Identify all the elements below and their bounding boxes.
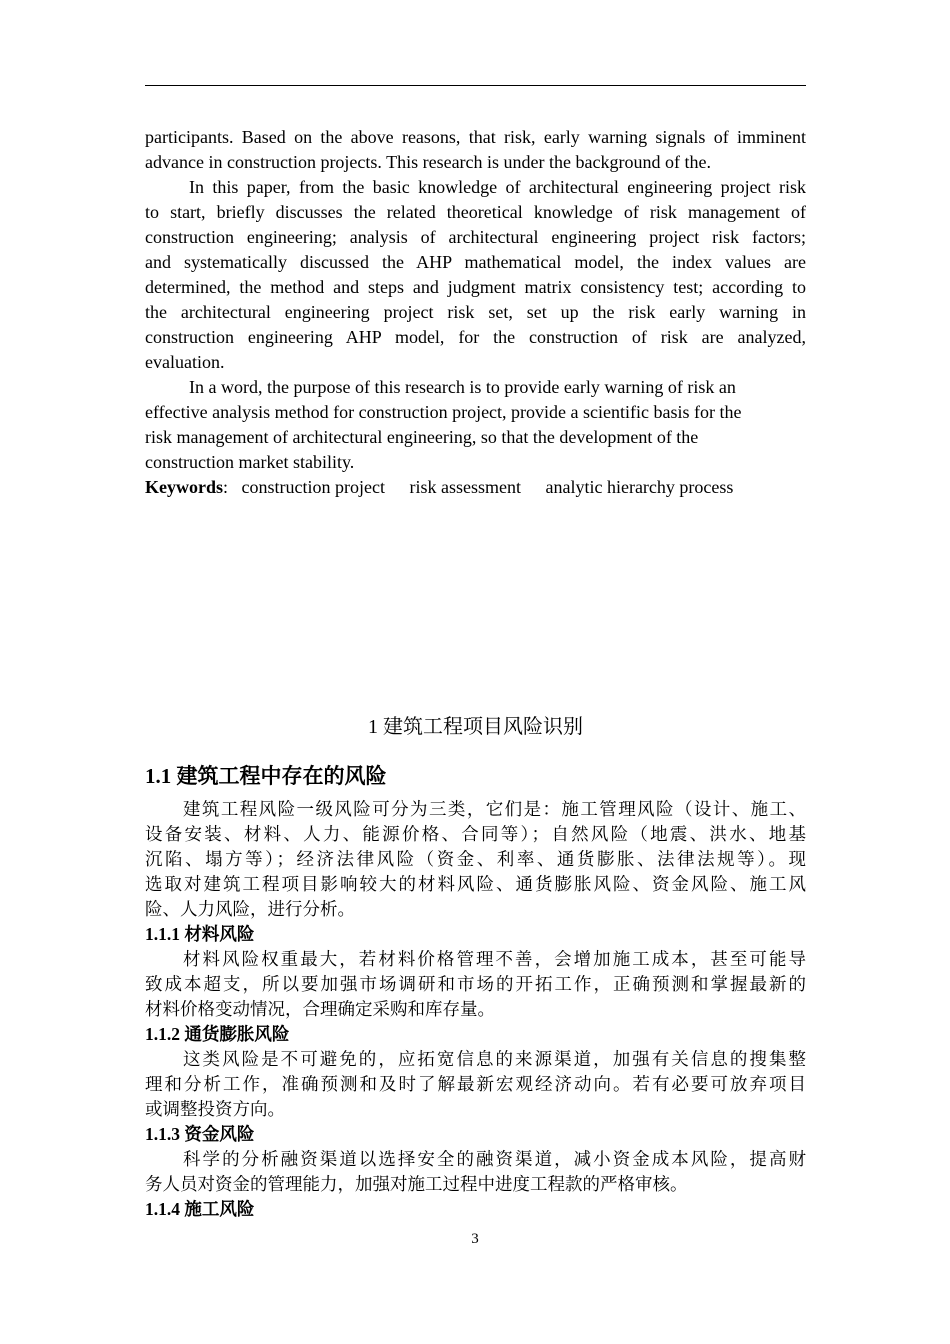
abstract-line: the architectural engineering project risk set, set up the risk early warning in [145, 302, 806, 322]
english-abstract [145, 125, 806, 500]
section-title: 1.1 建筑工程中存在的风险 [145, 764, 387, 788]
body-line: 沉陷、塌方等）；经济法律风险（资金、利率、通货膨胀、法律法规等）。现 [145, 849, 806, 869]
abstract-line: In a word, the purpose of this research is to provide early warning of risk an [189, 377, 736, 397]
body-line: 材料风险权重最大，若材料价格管理不善，会增加施工成本，甚至可能导 [183, 949, 806, 969]
body-line: 科学的分析融资渠道以选择安全的融资渠道，减小资金成本风险，提高财 [183, 1149, 806, 1169]
chapter-title: 1 建筑工程项目风险识别 [368, 716, 583, 738]
body-line: 材料价格变动情况，合理确定采购和库存量。 [145, 999, 495, 1019]
abstract-line: and systematically discussed the AHP mathematical model, the index values are [145, 252, 806, 272]
subsection-title: 1.1.1 材料风险 [145, 924, 255, 944]
abstract-line: construction engineering; analysis of architectural engineering project risk factors; [145, 227, 806, 247]
abstract-line: to start, briefly discusses the related theoretical knowledge of risk management of [145, 202, 806, 222]
abstract-line: participants. Based on the above reasons, that risk, early warning signals of imminent [145, 127, 806, 147]
body-line: 或调整投资方向。 [145, 1099, 285, 1119]
body-line: 理和分析工作，准确预测和及时了解最新宏观经济动向。若有必要可放弃项目 [145, 1074, 806, 1094]
subsection-title: 1.1.4 施工风险 [145, 1199, 255, 1219]
keyword: analytic hierarchy process [545, 477, 734, 497]
body-line: 设备安装、材料、人力、能源价格、合同等）；自然风险（地震、洪水、地基 [145, 824, 806, 844]
page-number: 3 [471, 1231, 479, 1247]
abstract-line: advance in construction projects. This research is under the background of the. [145, 152, 711, 172]
keywords-line: Keywords: construction project risk assessment analytic hierarchy process [145, 477, 734, 497]
abstract-line: construction market stability. [145, 452, 355, 472]
abstract-line: effective analysis method for construction project, provide a scientific basis for the [145, 402, 742, 422]
body-line: 险、人力风险，进行分析。 [145, 899, 355, 919]
header-rule [145, 85, 806, 86]
body-line: 致成本超支，所以要加强市场调研和市场的开拓工作，正确预测和掌握最新的 [145, 974, 806, 994]
abstract-line: construction engineering AHP model, for the construction of risk are analyzed, [145, 327, 806, 347]
keyword: risk assessment [409, 477, 521, 497]
chinese-body [145, 797, 806, 1222]
abstract-line: risk management of architectural engineering, so that the development of the [145, 427, 699, 447]
body-line: 这类风险是不可避免的，应拓宽信息的来源渠道，加强有关信息的搜集整 [183, 1049, 806, 1069]
abstract-line: In this paper, from the basic knowledge of architectural engineering project risk [189, 177, 806, 197]
keyword: construction project [241, 477, 385, 497]
subsection-title: 1.1.3 资金风险 [145, 1124, 255, 1144]
subsection-title: 1.1.2 通货膨胀风险 [145, 1024, 290, 1044]
keywords-label: Keywords [145, 477, 223, 497]
body-line: 选取对建筑工程项目影响较大的材料风险、通货膨胀风险、资金风险、施工风 [145, 874, 806, 894]
body-line: 建筑工程风险一级风险可分为三类，它们是：施工管理风险（设计、施工、 [183, 799, 806, 819]
abstract-line: evaluation. [145, 352, 225, 372]
body-line: 务人员对资金的管理能力，加强对施工过程中进度工程款的严格审核。 [145, 1174, 688, 1194]
abstract-line: determined, the method and steps and judgment matrix consistency test; according to [145, 277, 806, 297]
